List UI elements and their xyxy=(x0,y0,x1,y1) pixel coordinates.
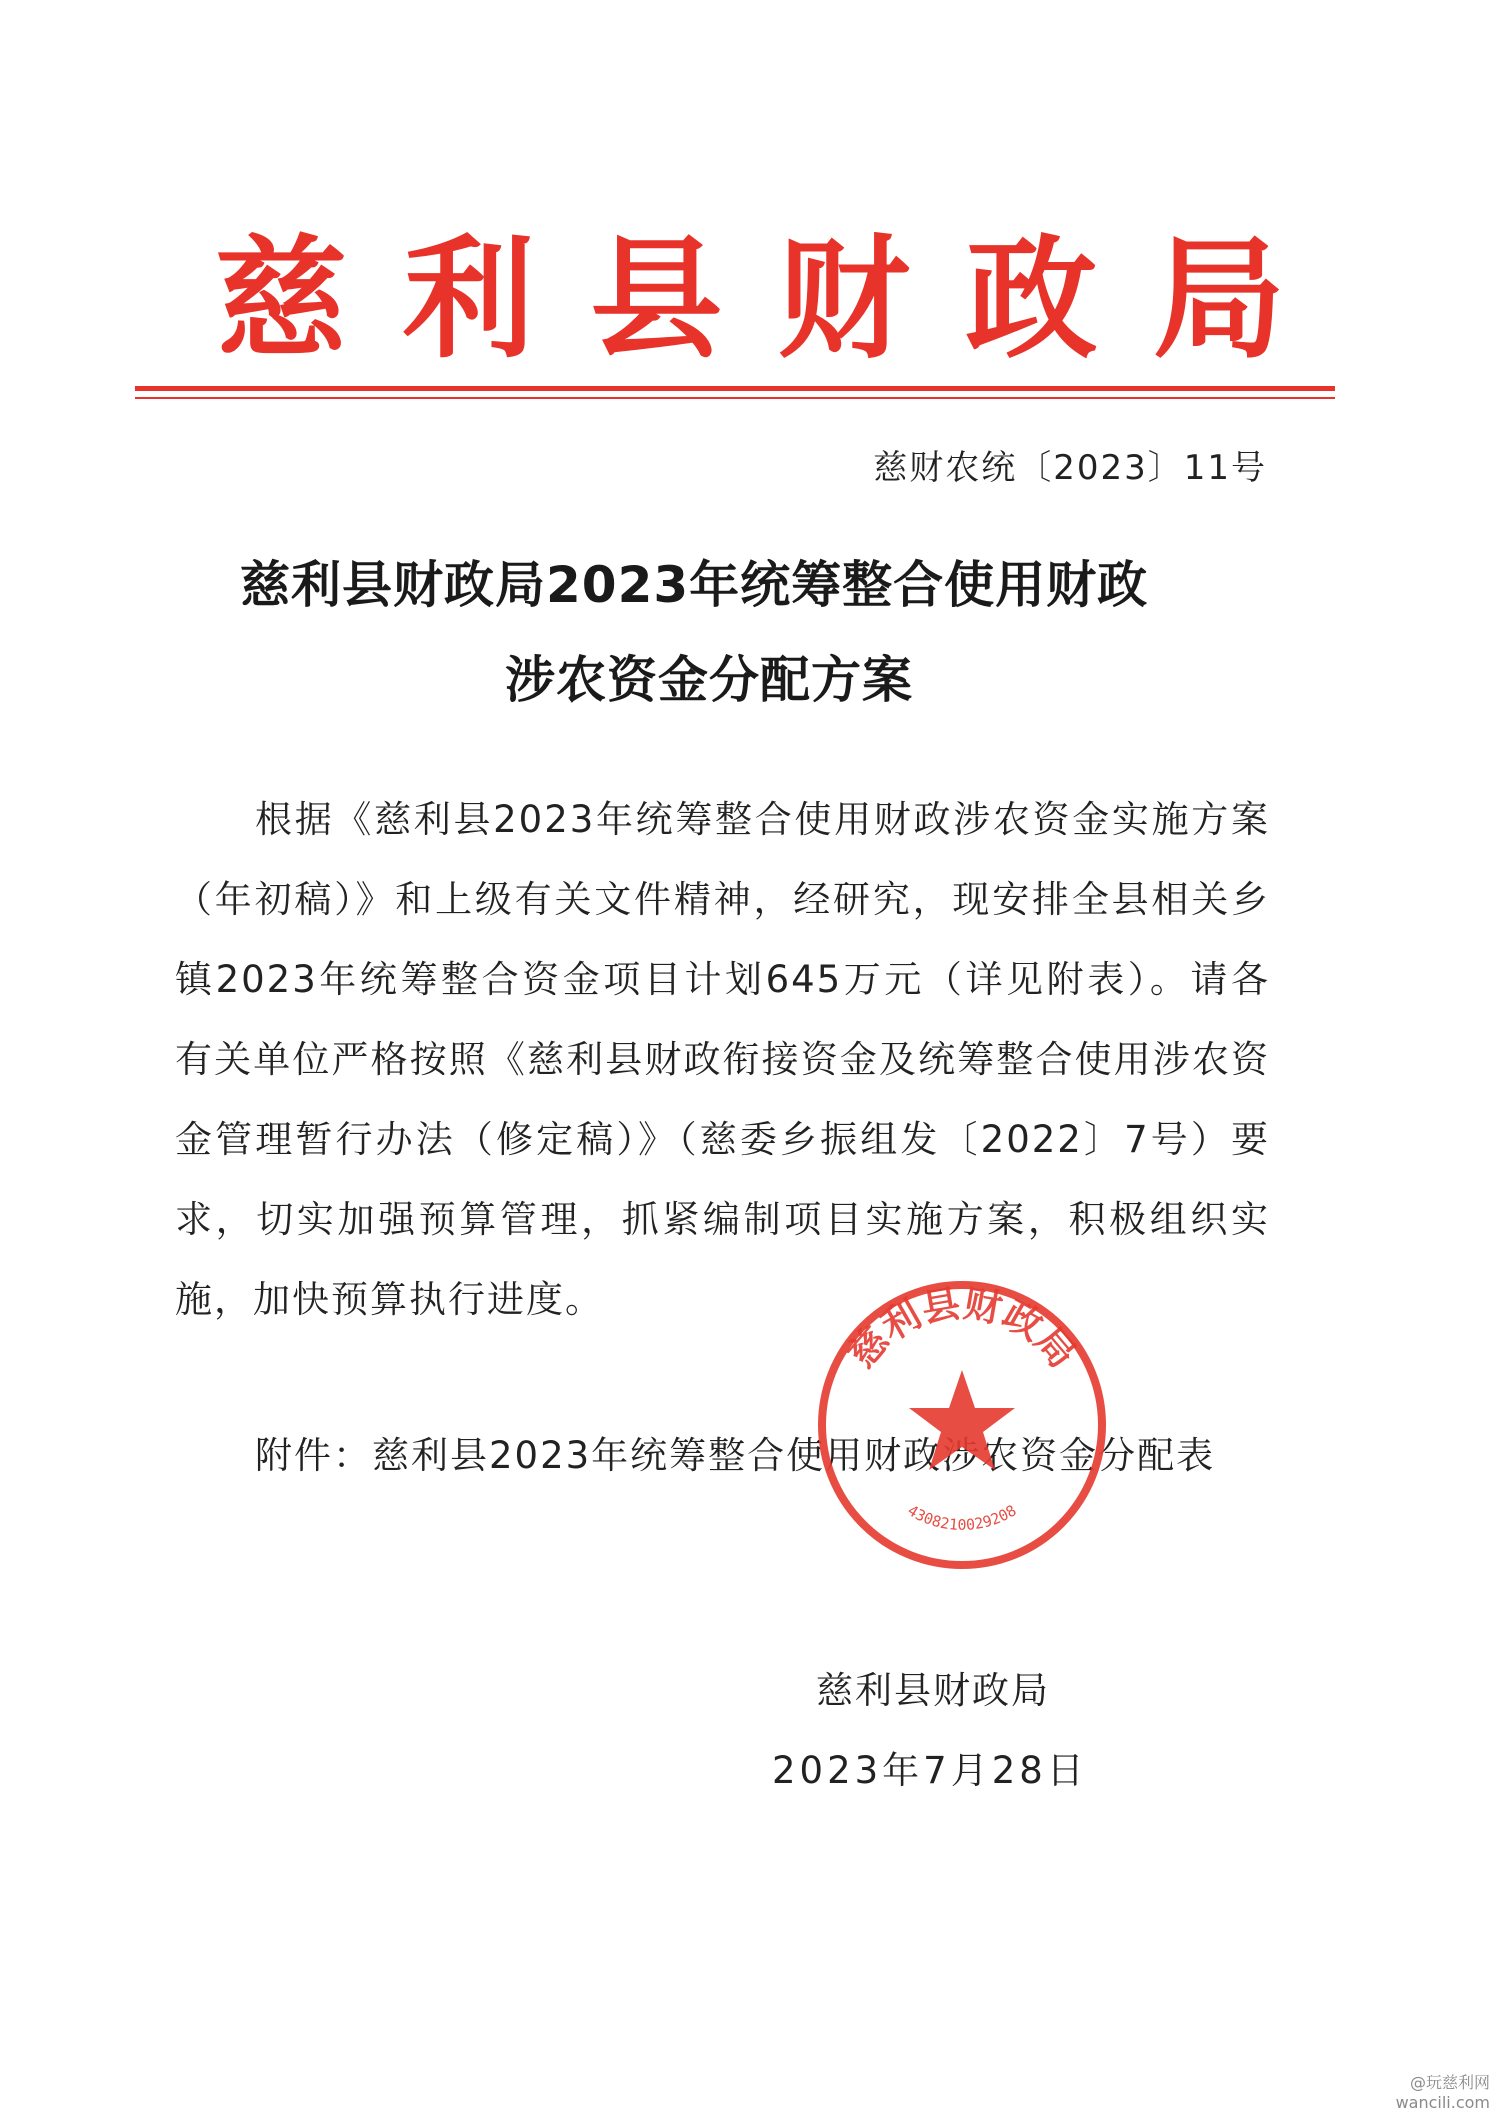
seal-code: 4308210029208 xyxy=(904,1501,1020,1534)
watermark xyxy=(1396,2073,1490,2113)
body-paragraph: 根据《慈利县2023年统筹整合使用财政涉农资金实施方案（年初稿）》和上级有关文件精神，经研究，现安排全县相关乡镇2023年统筹整合资金项目计划645万元（详见附表）。请各有关单位严格按照《慈利县财政衔接资金及统筹整合使用涉农资金管理暂行办法（修定稿）》（慈委乡振组发〔2022〕7号）要求，切实加强预算管理，抓紧编制项目实施方案，积极组织实施，加快预算执行进度。 xyxy=(175,798,1270,1321)
document-number: 慈财农统〔2023〕11号 xyxy=(873,448,1267,488)
masthead-char: 局 xyxy=(1152,222,1285,377)
masthead-title xyxy=(215,215,1285,385)
svg-text:慈利县财政局 xyxy=(839,1281,1084,1376)
watermark-line2: wancili.com xyxy=(1395,2093,1490,2112)
masthead-char: 慈 xyxy=(215,222,347,377)
seal-star-icon xyxy=(909,1370,1015,1470)
red-divider-thin xyxy=(135,397,1335,399)
red-divider-thick xyxy=(135,386,1335,391)
watermark-line1: @玩慈利网 xyxy=(1409,2073,1490,2092)
svg-text:4308210029208 xyxy=(904,1501,1019,1534)
document-title-line1: 慈利县财政局2023年统筹整合使用财政 xyxy=(240,556,1149,614)
masthead-char: 利 xyxy=(402,222,535,377)
signer: 慈利县财政局 xyxy=(816,1669,1050,1712)
attachment-line: 附件：慈利县2023年统筹整合使用财政涉农资金分配表 xyxy=(255,1434,1216,1477)
masthead-char: 政 xyxy=(965,222,1098,377)
masthead-char: 财 xyxy=(777,222,910,377)
document-title-line2: 涉农资金分配方案 xyxy=(505,651,913,709)
issue-date: 2023年7月28日 xyxy=(772,1749,1088,1792)
official-seal xyxy=(812,1275,1112,1575)
masthead-char: 县 xyxy=(590,222,723,377)
seal-text: 慈利县财政局 xyxy=(839,1281,1085,1377)
